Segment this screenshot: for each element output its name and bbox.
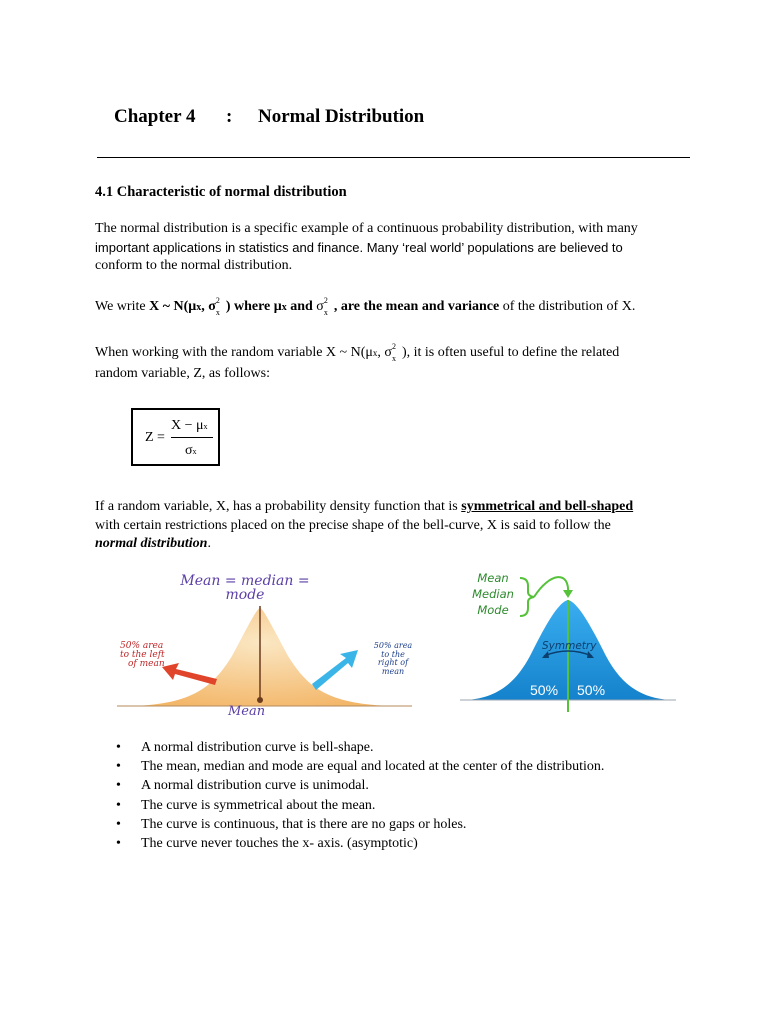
section-heading: 4.1 Characteristic of normal distribution: [95, 184, 347, 200]
formula-denominator: σx: [185, 443, 197, 458]
label-median: Median: [472, 587, 514, 601]
left-area-note: 50% area to the left of mean: [120, 641, 165, 669]
notation-bold: X ~ N(μx, σ 2 x ) where μx and σ 2 x , are the mean and variance: [149, 296, 500, 317]
notation-suffix: of the distribution of X.: [499, 299, 636, 314]
left-mean-dot: [257, 697, 263, 703]
notation-line: [95, 298, 695, 318]
intro-line-2: important applications in statistics and finance. Many ‘real world’ populations are believed to: [95, 239, 623, 255]
definition-paragraph: [95, 498, 695, 554]
label-mode: Mode: [477, 603, 509, 617]
chapter-label: Chapter 4: [114, 106, 196, 127]
list-item: • The curve is symmetrical about the mean.: [95, 796, 604, 815]
characteristics-list: [95, 738, 604, 853]
formula-numerator: X − μx: [171, 418, 208, 433]
intro-line-1: The normal distribution is a specific example of a continuous probability distribution, with many: [95, 221, 638, 236]
random-variable-line-2: random variable, Z, as follows:: [95, 365, 270, 381]
figure-right-bell-curve: [458, 566, 684, 720]
right-arrow: [312, 650, 358, 690]
definition-line-1: If a random variable, X, has a probability density function that is symmetrical and bell-shaped: [95, 499, 634, 514]
title-divider: [97, 157, 690, 158]
chapter-title: Normal Distribution: [258, 106, 425, 127]
brace-arrow: [534, 577, 568, 597]
right-area-note: 50% area to the right of mean: [373, 641, 413, 676]
intro-line-3: conform to the normal distribution.: [95, 258, 293, 273]
list-item: • The curve is continuous, that is there are no gaps or holes.: [95, 815, 604, 834]
chapter-separator: :: [226, 106, 233, 127]
notation-prefix: We write: [95, 299, 150, 314]
formula-lhs: Z =: [145, 430, 165, 445]
brace-arrowhead: [563, 590, 573, 598]
random-variable-paragraph: [95, 344, 695, 383]
right-labels: [468, 570, 518, 618]
normal-distribution-term: normal distribution: [95, 536, 208, 551]
curly-brace: [520, 578, 534, 616]
right-percent: 50%: [577, 682, 606, 698]
z-score-formula: [131, 408, 220, 466]
list-item: • A normal distribution curve is bell-shape.: [95, 738, 604, 757]
symmetry-emphasis: symmetrical and bell-shaped: [461, 499, 634, 514]
left-arrow: [162, 663, 217, 685]
fraction-bar: [171, 437, 213, 438]
list-item: • The mean, median and mode are equal and located at the center of the distribution.: [95, 757, 604, 776]
list-item: • A normal distribution curve is unimodal.: [95, 776, 604, 795]
intro-paragraph: [95, 220, 695, 276]
left-axis-label: Mean: [228, 704, 266, 719]
figure-left-bell-curve: [112, 566, 442, 724]
definition-line-3: normal distribution.: [95, 536, 211, 551]
symmetry-label: Symmetry: [542, 640, 597, 652]
left-percent: 50%: [530, 682, 559, 698]
list-item: • The curve never touches the x- axis. (asymptotic): [95, 834, 604, 853]
random-variable-line-1: When working with the random variable X ~ N(μx, σ 2 x ), it is often useful to define the related: [95, 342, 620, 363]
left-figure-title: Mean = median = mode: [180, 573, 310, 603]
definition-line-2: with certain restrictions placed on the precise shape of the bell-curve, X is said to follow the: [95, 517, 611, 533]
label-mean: Mean: [477, 571, 509, 585]
